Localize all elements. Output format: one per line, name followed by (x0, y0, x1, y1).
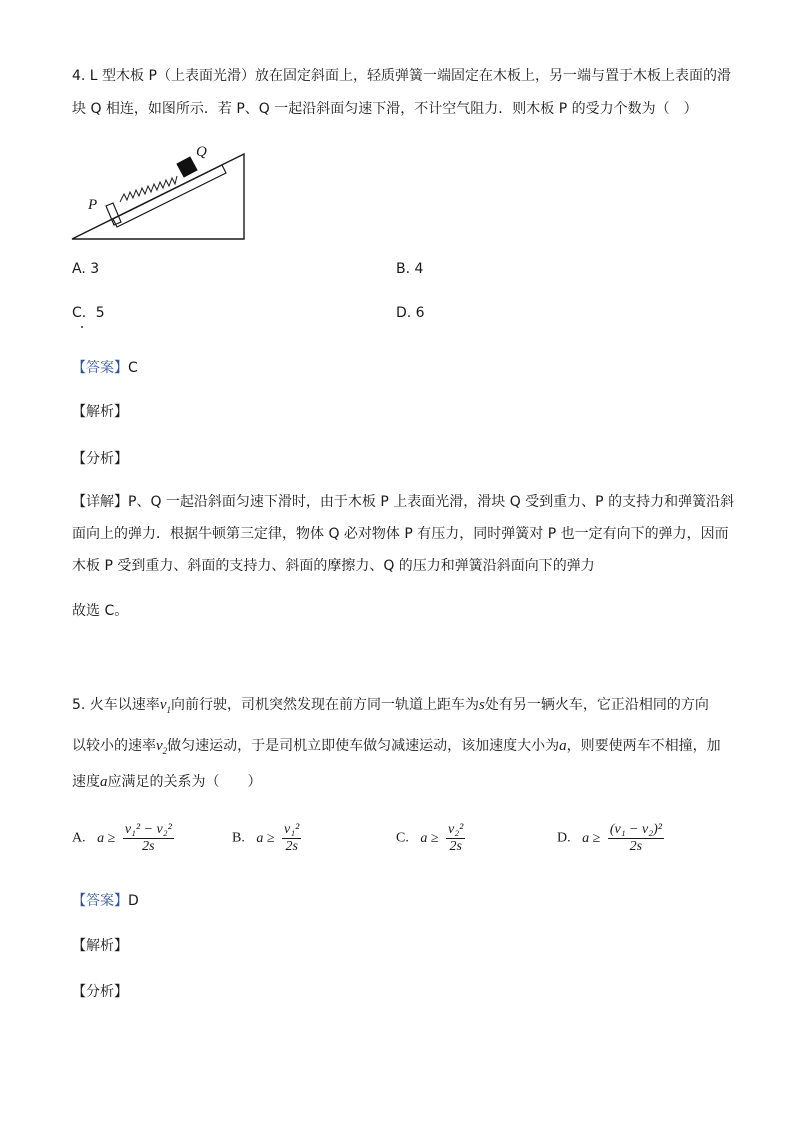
q5-analysis-tag: 【解析】 (72, 938, 128, 954)
q5-text-2a: 以较小的速率 (72, 738, 156, 754)
q4-option-a: A. 3 (72, 261, 100, 277)
option-d-denominator: 2s (629, 839, 643, 854)
q5-stem-line3 (72, 772, 262, 792)
incline-figure (66, 138, 256, 246)
board-p (113, 165, 226, 227)
v1-base: v (159, 697, 167, 713)
q5-text-1b: 向前行驶，司机突然发现在前方同一轨道上距车为 (170, 697, 479, 713)
label-p: P (88, 197, 98, 213)
q5-stem-line1 (72, 695, 709, 720)
q4-analysis-tag: 【解析】 (72, 404, 128, 420)
spring (120, 176, 177, 202)
stray-dot (81, 326, 83, 328)
option-b-label: B. (232, 830, 245, 846)
q5-stem-line2 (72, 736, 721, 761)
q5-answer-tag: 【答案】 (72, 893, 128, 909)
option-c-fraction (446, 822, 465, 855)
option-a-fraction (123, 822, 174, 855)
q5-text-1c: 处有另一辆火车，它正沿相同的方向 (484, 697, 709, 713)
option-c-lhs: a ≥ (420, 830, 439, 846)
option-b-denominator: 2s (285, 839, 298, 854)
v2-base: v (156, 738, 163, 754)
answer-tag: 【答案】 (72, 360, 128, 376)
answer-value: C (128, 360, 138, 376)
var-v1 (160, 697, 171, 713)
option-c-denominator: 2s (449, 839, 462, 854)
q5-text-1a: 5. 火车以速率 (72, 697, 160, 713)
var-a: a (559, 738, 567, 754)
q4-detail-line3: 木板 P 受到重力、斜面的支持力、斜面的摩擦力、Q 的压力和弹簧沿斜面向下的弹力 (72, 558, 595, 574)
label-q: Q (196, 144, 207, 160)
detail-tag: 【详解】 (72, 494, 128, 510)
var-a-2: a (100, 774, 108, 790)
option-a-lhs: a ≥ (97, 830, 116, 846)
q4-option-b: B. 4 (396, 261, 424, 277)
var-s: s (478, 697, 485, 713)
q5-answer-value: D (128, 893, 139, 909)
option-b-numerator: v₁² (284, 822, 300, 837)
option-d-fraction (608, 822, 664, 855)
detail-text-1: P、Q 一起沿斜面匀速下滑时，由于木板 P 上表面光滑，滑块 Q 受到重力、P 的支持力和弹簧沿斜 (128, 494, 735, 510)
v1-sub: 1 (166, 705, 171, 715)
option-c-numerator: v₂² (448, 822, 464, 837)
q4-detail-line1 (72, 492, 734, 512)
option-b-fraction (282, 822, 301, 855)
q5-option-a (72, 822, 174, 855)
q5-text-2b: 做匀速运动，于是司机立即使车做匀减速运动，该加速度大小为 (167, 738, 560, 754)
q4-conclusion: 故选 C。 (72, 603, 129, 619)
q4-fenxi-tag: 【分析】 (72, 451, 128, 467)
q5-option-b (232, 822, 301, 855)
q4-detail-line2: 面向上的弹力．根据牛顿第三定律，物体 Q 必对物体 P 有压力，同时弹簧对 P 也一定有向下的弹力，因而 (72, 526, 729, 542)
q5-fenxi-tag: 【分析】 (72, 984, 128, 1000)
q4-answer-line (72, 358, 138, 378)
option-d-lhs: a ≥ (582, 830, 601, 846)
q4-option-c: C．5 (72, 305, 105, 321)
option-a-denominator: 2s (142, 839, 155, 854)
q5-option-c (396, 822, 465, 855)
option-b-lhs: a ≥ (256, 830, 275, 846)
option-d-numerator: (v₁ − v₂)² (609, 822, 662, 837)
option-d-label: D. (557, 830, 571, 846)
v2-sub: 2 (162, 746, 168, 756)
q4-option-d: D. 6 (396, 305, 425, 321)
q5-text-2c: ，则要使两车不相撞，加 (566, 738, 721, 754)
var-v2 (156, 738, 167, 754)
q5-text-3b: 应满足的关系为（ ） (107, 774, 262, 790)
option-a-label: A. (72, 830, 86, 846)
option-a-numerator: v₁² − v₂² (124, 822, 172, 837)
block-q (177, 157, 197, 177)
option-c-label: C. (396, 830, 409, 846)
q5-option-d (557, 822, 664, 855)
q4-stem-line2: 块 Q 相连，如图所示．若 P、Q 一起沿斜面匀速下滑，不计空气阻力．则木板 P 的受力个数为（ ） (72, 101, 698, 117)
q4-stem-line1: 4. L 型木板 P（上表面光滑）放在固定斜面上，轻质弹簧一端固定在木板上，另一端与置于木板上表面的滑 (72, 68, 731, 84)
q5-text-3a: 速度 (72, 774, 100, 790)
q5-answer-line (72, 891, 139, 911)
